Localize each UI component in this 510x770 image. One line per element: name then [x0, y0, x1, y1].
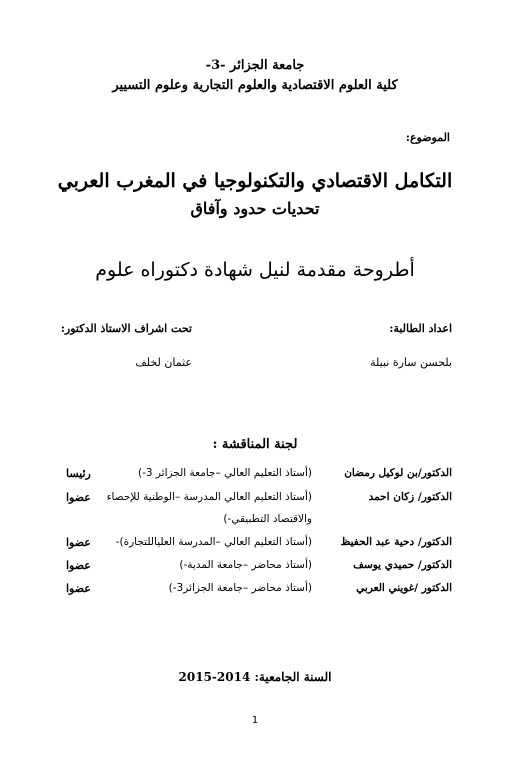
- degree-statement: أطروحة مقدمة لنيل شهادة دكتوراه علوم: [95, 259, 415, 281]
- member-name: الدكتور/ دحية عبد الحفيظ: [340, 536, 452, 548]
- subject-label: الموضوع:: [405, 131, 450, 144]
- committee-title: لجنة المناقشة :: [212, 437, 298, 452]
- page-number: 1: [251, 715, 259, 726]
- member-name: الدكتور /غويني العربي: [356, 582, 452, 594]
- member-affiliation: (أستاذ محاضر –جامعة الجزائر3-): [168, 582, 312, 594]
- member-name: الدكتور/ حميدي يوسف: [353, 559, 452, 571]
- member-name: الدكتور/بن لوكيل رمضان: [344, 467, 452, 479]
- member-affiliation: (أستاذ التعليم العالي –المدرسة العلياللتجارة)-: [115, 536, 312, 548]
- thesis-title-line1: التكامل الاقتصادي والتكنولوجيا في المغرب العربي: [57, 170, 453, 192]
- faculty-name: كلية العلوم الاقتصادية والعلوم التجارية وعلوم التسيير: [112, 78, 398, 93]
- member-role: عضوا: [66, 559, 91, 572]
- thesis-title-line2: تحديات حدود وآفاق: [190, 199, 320, 218]
- supervisor-label: تحت اشراف الاستاذ الدكتور:: [60, 322, 192, 335]
- academic-year: السنة الجامعية: 2014-2015: [178, 670, 332, 684]
- university-name: جامعة الجزائر -3-: [205, 58, 305, 73]
- member-affiliation-continued: والاقتصاد التطبيقي-): [223, 513, 312, 525]
- member-affiliation: (أستاذ محاضر –جامعة المدية-): [179, 559, 312, 571]
- student-label: اعداد الطالبة:: [389, 322, 452, 335]
- supervisor-name: عثمان لخلف: [135, 356, 192, 369]
- student-name: بلحسن سارة نبيلة: [370, 356, 452, 369]
- member-role: عضوا: [66, 582, 91, 595]
- member-role: رئيسا: [66, 467, 91, 480]
- member-role: عضوا: [66, 536, 91, 549]
- member-affiliation: (أستاذ التعليم العالي المدرسة –الوطنية للإحصاء: [106, 491, 312, 503]
- member-name: الدكتور/ زكان احمد: [368, 491, 452, 503]
- member-role: عضوا: [66, 491, 91, 504]
- member-affiliation: (أستاذ التعليم العالي –جامعة الجزائر 3-): [137, 467, 312, 479]
